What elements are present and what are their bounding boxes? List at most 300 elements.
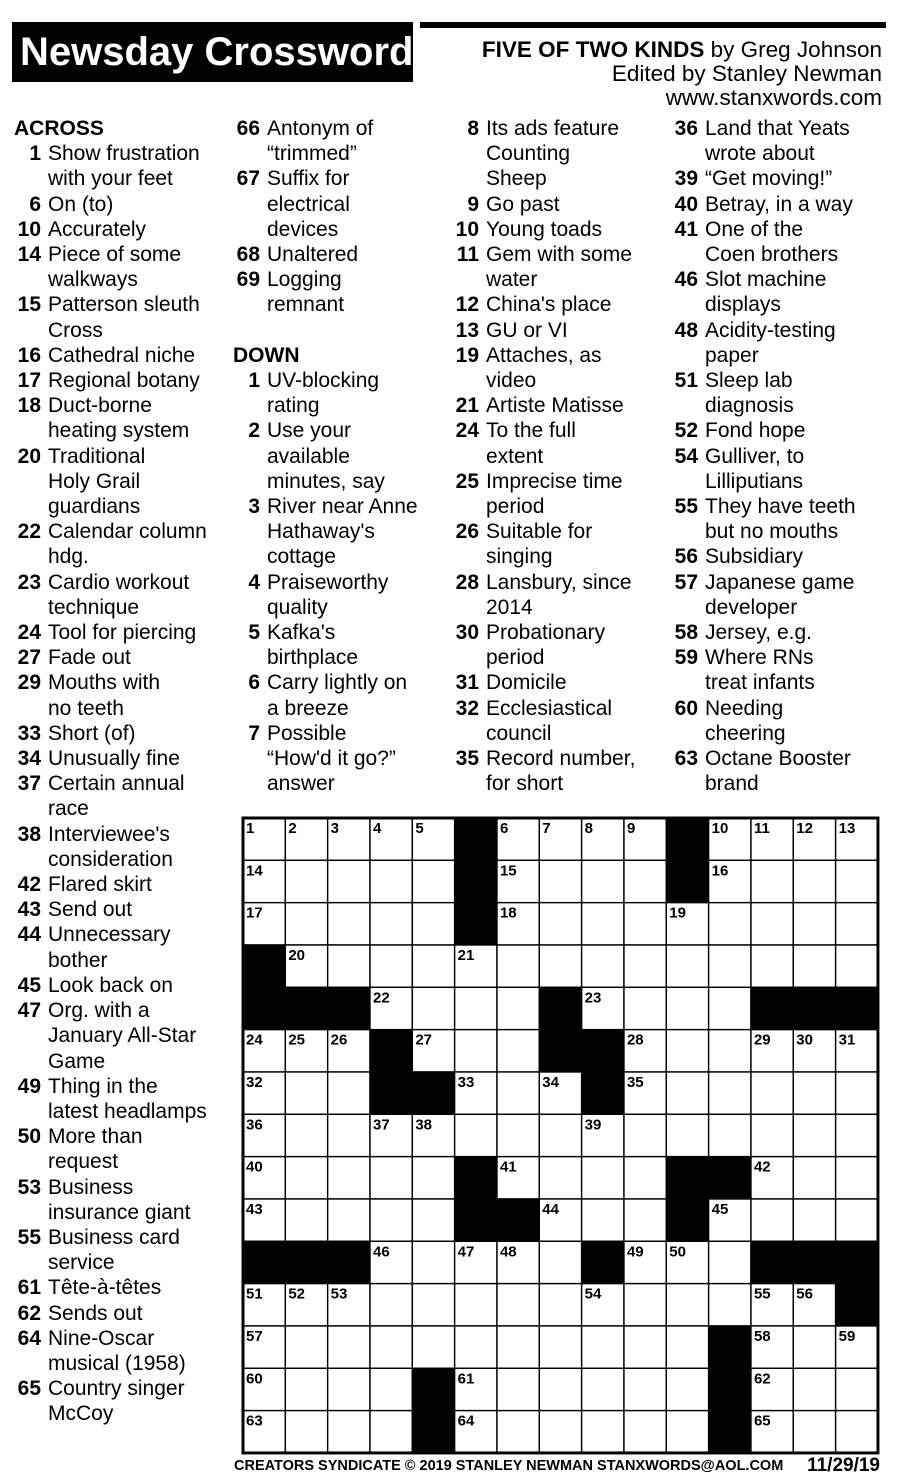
grid-cell[interactable] [370, 860, 412, 902]
grid-cell[interactable] [412, 903, 454, 945]
cell-number: 43 [246, 1200, 263, 1218]
clue-text-line: insurance giant [48, 1200, 191, 1224]
grid-cell[interactable] [666, 1030, 708, 1072]
grid-block [793, 1241, 835, 1283]
grid-cell[interactable] [370, 1157, 412, 1199]
clue-text-line: cheering [705, 721, 786, 745]
grid-block [328, 987, 370, 1029]
cell-number: 41 [499, 1158, 517, 1176]
grid-cell[interactable] [539, 1284, 581, 1326]
grid-cell[interactable] [666, 1284, 708, 1326]
cell-number: 35 [626, 1073, 644, 1091]
grid-cell[interactable] [285, 1072, 327, 1114]
grid-cell[interactable] [624, 945, 666, 987]
grid-block [328, 1241, 370, 1283]
grid-cell[interactable] [709, 987, 751, 1029]
clue-text-line: latest headlamps [48, 1099, 207, 1123]
clue-number: 27 [17, 646, 41, 670]
cell-number: 26 [330, 1031, 348, 1049]
grid-cell[interactable] [793, 1157, 835, 1199]
grid-cell[interactable] [793, 1114, 835, 1156]
grid-cell[interactable] [370, 903, 412, 945]
grid-cell[interactable] [709, 945, 751, 987]
clue-number: 2 [248, 419, 260, 443]
grid-cell[interactable] [709, 1284, 751, 1326]
grid-cell[interactable] [328, 1411, 370, 1453]
clue-text-line: Possible [267, 721, 347, 745]
clue-text-line: Interviewee's [48, 822, 170, 846]
grid-cell[interactable] [793, 1326, 835, 1368]
cell-number: 56 [796, 1285, 813, 1303]
clue-text-line: Slot machine [705, 268, 827, 292]
clue-number: 54 [674, 444, 698, 468]
grid-cell[interactable] [539, 1157, 581, 1199]
clue-number: 16 [17, 343, 41, 367]
grid-block [582, 1241, 624, 1283]
grid-cell[interactable] [624, 1326, 666, 1368]
grid-cell[interactable] [666, 1326, 708, 1368]
clue-number: 22 [17, 520, 41, 544]
grid-cell[interactable] [497, 1030, 539, 1072]
grid-cell[interactable] [412, 1284, 454, 1326]
clue-text-line: request [48, 1150, 119, 1174]
clue-number: 50 [17, 1125, 41, 1149]
cell-number: 22 [372, 989, 390, 1007]
clue-number: 42 [17, 873, 41, 897]
clue-text-line: Unnecessary [48, 923, 171, 947]
cell-number: 44 [542, 1200, 559, 1218]
grid-block [666, 860, 708, 902]
grid-block [455, 860, 497, 902]
clue-text-line: Game [48, 1049, 106, 1073]
grid-cell[interactable] [836, 1114, 878, 1156]
grid-cell[interactable] [709, 1114, 751, 1156]
clue-text-line: “How'd it go?” [267, 747, 396, 771]
grid-cell[interactable] [412, 1326, 454, 1368]
clue-text-line: Sends out [48, 1301, 143, 1325]
clue-text-line: Sheep [486, 167, 547, 191]
grid-cell[interactable] [624, 903, 666, 945]
clue-text-line: Logging [267, 268, 342, 292]
grid-cell[interactable] [285, 903, 327, 945]
grid-cell[interactable] [412, 987, 454, 1029]
clue-text-line: Acidity-testing [705, 318, 836, 342]
cell-number: 3 [330, 820, 340, 837]
clue-text-line: Regional botany [48, 369, 200, 393]
grid-block [370, 1030, 412, 1072]
cell-number: 4 [372, 820, 382, 837]
clue-text-line: Accurately [48, 217, 147, 241]
clue-number: 10 [17, 217, 41, 241]
grid-cell[interactable] [539, 1326, 581, 1368]
clue-text-line: diagnosis [705, 394, 794, 418]
grid-block [836, 1241, 878, 1283]
grid-block [497, 1199, 539, 1241]
grid-cell[interactable] [285, 860, 327, 902]
clue-text-line: Fade out [48, 646, 131, 670]
grid-cell[interactable] [793, 860, 835, 902]
grid-cell[interactable] [793, 945, 835, 987]
cell-number: 48 [499, 1243, 517, 1261]
grid-cell[interactable] [666, 1411, 708, 1453]
grid-cell[interactable] [285, 1411, 327, 1453]
clue-number: 9 [467, 192, 479, 216]
grid-cell[interactable] [666, 987, 708, 1029]
clue-text-line: with your feet [48, 167, 173, 191]
cell-number: 45 [711, 1200, 729, 1218]
grid-cell[interactable] [582, 860, 624, 902]
grid-cell[interactable] [328, 1114, 370, 1156]
clue-text-line: Short (of) [48, 721, 136, 745]
grid-cell[interactable] [285, 1368, 327, 1410]
grid-cell[interactable] [666, 945, 708, 987]
cell-number: 32 [246, 1073, 263, 1091]
clue-number: 53 [17, 1175, 41, 1199]
grid-cell[interactable] [836, 1072, 878, 1114]
grid-cell[interactable] [751, 1199, 793, 1241]
clue-text-line: Send out [48, 898, 133, 922]
clue-text-line: Needing [705, 696, 784, 720]
cell-number: 1 [246, 820, 255, 837]
grid-cell[interactable] [751, 860, 793, 902]
grid-cell[interactable] [497, 1072, 539, 1114]
clue-text-line: Suitable for [486, 520, 593, 544]
clue-number: 8 [467, 117, 479, 140]
clue-text-line: Japanese game [705, 570, 855, 594]
grid-cell[interactable] [836, 945, 878, 987]
cell-number: 46 [372, 1243, 390, 1261]
clue-text-line: UV-blocking [267, 369, 380, 392]
clue-number: 28 [455, 570, 479, 594]
clue-text-line: walkways [48, 268, 138, 292]
grid-cell[interactable] [666, 1114, 708, 1156]
clue-text-line: remnant [267, 293, 345, 317]
clue-text-line: brand [705, 772, 759, 796]
clue-number: 24 [455, 419, 479, 443]
grid-cell[interactable] [539, 1241, 581, 1283]
grid-cell[interactable] [751, 945, 793, 987]
grid-cell[interactable] [836, 1199, 878, 1241]
cell-number: 65 [753, 1412, 771, 1430]
grid-cell[interactable] [709, 1072, 751, 1114]
grid-cell[interactable] [455, 1284, 497, 1326]
clue-number: 49 [17, 1074, 41, 1098]
grid-cell[interactable] [370, 1411, 412, 1453]
grid-cell[interactable] [497, 1368, 539, 1410]
clue-text-line: Cardio workout [48, 570, 190, 594]
across-heading: ACROSS [14, 117, 104, 140]
clue-text-line: quality [267, 595, 328, 619]
cell-number: 63 [246, 1412, 263, 1430]
grid-block [836, 987, 878, 1029]
clue-text-line: heating system [48, 419, 190, 443]
grid-block [455, 818, 497, 860]
grid-cell[interactable] [328, 860, 370, 902]
grid-cell[interactable] [836, 1411, 878, 1453]
clue-text-line: singing [486, 545, 553, 569]
clue-text-line: treat infants [705, 671, 815, 695]
grid-cell[interactable] [624, 1284, 666, 1326]
cell-number: 57 [246, 1327, 263, 1345]
cell-number: 64 [457, 1412, 475, 1430]
clue-number: 58 [674, 621, 698, 645]
clue-number: 32 [455, 696, 479, 720]
grid-cell[interactable] [624, 1157, 666, 1199]
grid-cell[interactable] [751, 1072, 793, 1114]
grid-cell[interactable] [539, 903, 581, 945]
clue-number: 15 [17, 293, 41, 317]
cell-number: 11 [753, 820, 770, 837]
grid-cell[interactable] [582, 945, 624, 987]
cell-number: 61 [457, 1370, 475, 1388]
clue-text-line: Carry lightly on [267, 671, 408, 695]
clue-number: 64 [17, 1326, 41, 1350]
grid-block [709, 1326, 751, 1368]
grid-block [370, 1072, 412, 1114]
clue-text-line: Country singer [48, 1377, 185, 1401]
clue-number: 18 [17, 394, 41, 418]
grid-cell[interactable] [328, 1199, 370, 1241]
grid-cell[interactable] [412, 1241, 454, 1283]
grid-cell[interactable] [793, 1199, 835, 1241]
clue-text-line: minutes, say [267, 469, 385, 493]
grid-cell[interactable] [328, 1072, 370, 1114]
grid-cell[interactable] [370, 1368, 412, 1410]
clue-text-line: period [486, 646, 545, 670]
grid-cell[interactable] [582, 1326, 624, 1368]
clue-number: 68 [236, 243, 260, 267]
grid-cell[interactable] [836, 1157, 878, 1199]
grid-cell[interactable] [370, 1199, 412, 1241]
clue-text-line: Tool for piercing [48, 621, 197, 645]
cell-number: 30 [796, 1031, 813, 1049]
grid-cell[interactable] [793, 1072, 835, 1114]
clue-text-line: Lansbury, since [486, 570, 632, 594]
clue-text-line: Org. with a [48, 999, 150, 1023]
grid-cell[interactable] [582, 1199, 624, 1241]
grid-cell[interactable] [582, 1368, 624, 1410]
grid-cell[interactable] [497, 1284, 539, 1326]
grid-block [412, 1072, 454, 1114]
cell-number: 51 [246, 1285, 263, 1303]
grid-block [539, 987, 581, 1029]
grid-block [751, 987, 793, 1029]
clue-text-line: Coen brothers [705, 243, 839, 267]
clue-text-line: Nine-Oscar [48, 1326, 155, 1350]
clue-number: 66 [236, 117, 260, 140]
grid-cell[interactable] [793, 1368, 835, 1410]
grid-cell[interactable] [497, 945, 539, 987]
grid-cell[interactable] [455, 1030, 497, 1072]
clue-text-line: answer [267, 772, 335, 796]
grid-block [709, 1368, 751, 1410]
cell-number: 15 [499, 862, 517, 880]
clue-number: 4 [248, 570, 260, 594]
clue-text-line: GU or VI [486, 318, 568, 342]
cell-number: 2 [288, 820, 297, 837]
grid-cell[interactable] [370, 1326, 412, 1368]
grid-block [455, 1157, 497, 1199]
clue-text-line: birthplace [267, 646, 359, 670]
clue-text-line: technique [48, 595, 140, 619]
clue-text-line: musical (1958) [48, 1351, 186, 1375]
grid-cell[interactable] [709, 1030, 751, 1072]
clue-text-line: council [486, 721, 552, 745]
cell-number: 40 [246, 1158, 263, 1176]
grid-block [285, 1241, 327, 1283]
grid-cell[interactable] [328, 1157, 370, 1199]
clue-number: 10 [455, 217, 479, 241]
grid-cell[interactable] [793, 1411, 835, 1453]
grid-cell[interactable] [497, 1411, 539, 1453]
grid-cell[interactable] [836, 903, 878, 945]
grid-cell[interactable] [285, 1114, 327, 1156]
clue-text-line: Its ads feature [486, 117, 620, 140]
clue-text-line: Octane Booster [705, 747, 851, 771]
grid-cell[interactable] [582, 1157, 624, 1199]
cell-number: 53 [330, 1285, 348, 1303]
clue-text-line: Land that Yeats [705, 117, 850, 140]
clue-text-line: Probationary [486, 621, 606, 645]
grid-cell[interactable] [624, 1114, 666, 1156]
clue-text-line: “trimmed” [267, 142, 357, 166]
clue-text-line: Antonym of [267, 117, 374, 140]
clue-number: 59 [674, 646, 698, 670]
grid-cell[interactable] [539, 1114, 581, 1156]
clue-number: 35 [455, 747, 479, 771]
grid-cell[interactable] [285, 1157, 327, 1199]
grid-cell[interactable] [412, 1157, 454, 1199]
cell-number: 14 [246, 862, 263, 880]
clue-text-line: wrote about [705, 142, 815, 166]
clue-number: 36 [674, 117, 698, 140]
clue-text-line: Jersey, e.g. [705, 621, 812, 645]
clue-text-line: Thing in the [48, 1074, 158, 1098]
grid-cell[interactable] [666, 1072, 708, 1114]
clue-text-line: Domicile [486, 671, 567, 695]
grid-cell[interactable] [709, 1241, 751, 1283]
clue-text-line: water [486, 268, 538, 292]
clue-text-line: “Get moving!” [705, 167, 833, 191]
clue-text-line: Suffix for [267, 167, 350, 191]
clue-number: 56 [674, 545, 698, 569]
clue-number: 12 [455, 293, 479, 317]
grid-cell[interactable] [539, 860, 581, 902]
grid-cell[interactable] [751, 1114, 793, 1156]
clue-text-line: Cross [48, 318, 103, 342]
clue-text-line: River near Anne [267, 495, 418, 519]
grid-cell[interactable] [793, 903, 835, 945]
clue-text-line: electrical [267, 192, 350, 216]
down-heading: DOWN [233, 343, 300, 367]
grid-cell[interactable] [412, 1199, 454, 1241]
grid-cell[interactable] [582, 1411, 624, 1453]
grid-cell[interactable] [624, 860, 666, 902]
cell-number: 58 [753, 1327, 771, 1345]
grid-cell[interactable] [328, 945, 370, 987]
grid-cell[interactable] [497, 987, 539, 1029]
grid-cell[interactable] [328, 1326, 370, 1368]
clue-number: 43 [17, 898, 41, 922]
clue-number: 5 [248, 621, 260, 645]
grid-cell[interactable] [666, 1368, 708, 1410]
clue-text-line: Business [48, 1175, 134, 1199]
grid-cell[interactable] [328, 903, 370, 945]
grid-cell[interactable] [412, 945, 454, 987]
grid-cell[interactable] [285, 1199, 327, 1241]
clue-text-line: Lilliputians [705, 469, 804, 493]
clue-text-line: They have teeth [705, 495, 856, 519]
clue-text-line: video [486, 369, 537, 393]
clue-number: 67 [236, 167, 260, 191]
cell-number: 29 [753, 1031, 771, 1049]
grid-cell[interactable] [709, 903, 751, 945]
clue-number: 13 [455, 318, 479, 342]
grid-cell[interactable] [582, 903, 624, 945]
grid-cell[interactable] [836, 860, 878, 902]
grid-cell[interactable] [751, 903, 793, 945]
clue-number: 69 [236, 268, 260, 292]
grid-cell[interactable] [370, 945, 412, 987]
grid-cell[interactable] [624, 1411, 666, 1453]
website-link[interactable]: www.stanxwords.com [665, 85, 882, 110]
grid-cell[interactable] [836, 1368, 878, 1410]
clue-number: 1 [248, 369, 260, 392]
grid-cell[interactable] [455, 987, 497, 1029]
cell-number: 49 [626, 1243, 644, 1261]
clue-text-line: available [267, 444, 350, 468]
grid-cell[interactable] [497, 1114, 539, 1156]
grid-cell[interactable] [328, 1368, 370, 1410]
grid-cell[interactable] [455, 1114, 497, 1156]
clue-text-line: Patterson sleuth [48, 293, 200, 317]
grid-cell[interactable] [539, 945, 581, 987]
grid-cell[interactable] [455, 1326, 497, 1368]
clue-number: 30 [455, 621, 479, 645]
clue-text-line: Duct-borne [48, 394, 152, 418]
clue-number: 39 [674, 167, 698, 191]
grid-cell[interactable] [370, 1284, 412, 1326]
clue-number: 52 [674, 419, 698, 443]
grid-block [709, 1411, 751, 1453]
grid-cell[interactable] [624, 1199, 666, 1241]
grid-cell[interactable] [285, 1326, 327, 1368]
grid-cell[interactable] [412, 860, 454, 902]
cell-number: 9 [626, 820, 636, 837]
grid-cell[interactable] [624, 987, 666, 1029]
cell-number: 17 [246, 904, 263, 922]
clue-number: 55 [17, 1225, 41, 1249]
clue-number: 1 [29, 142, 41, 166]
cell-number: 28 [626, 1031, 644, 1049]
clue-text-line: Show frustration [48, 142, 200, 166]
grid-cell[interactable] [624, 1368, 666, 1410]
clue-text-line: Hathaway's [267, 520, 375, 544]
grid-cell[interactable] [539, 1411, 581, 1453]
clue-number: 11 [456, 243, 479, 267]
author-line: by Greg Johnson [710, 37, 882, 62]
clue-text-line: consideration [48, 847, 173, 871]
grid-block [412, 1411, 454, 1453]
clue-text-line: Calendar column [48, 520, 207, 544]
clue-text-line: Where RNs [705, 646, 814, 670]
clue-text-line: Unusually fine [48, 747, 180, 771]
clue-number: 6 [29, 192, 41, 216]
clue-text-line: Imprecise time [486, 469, 623, 493]
grid-cell[interactable] [539, 1368, 581, 1410]
clue-text-line: but no mouths [705, 520, 839, 544]
grid-cell[interactable] [497, 1326, 539, 1368]
